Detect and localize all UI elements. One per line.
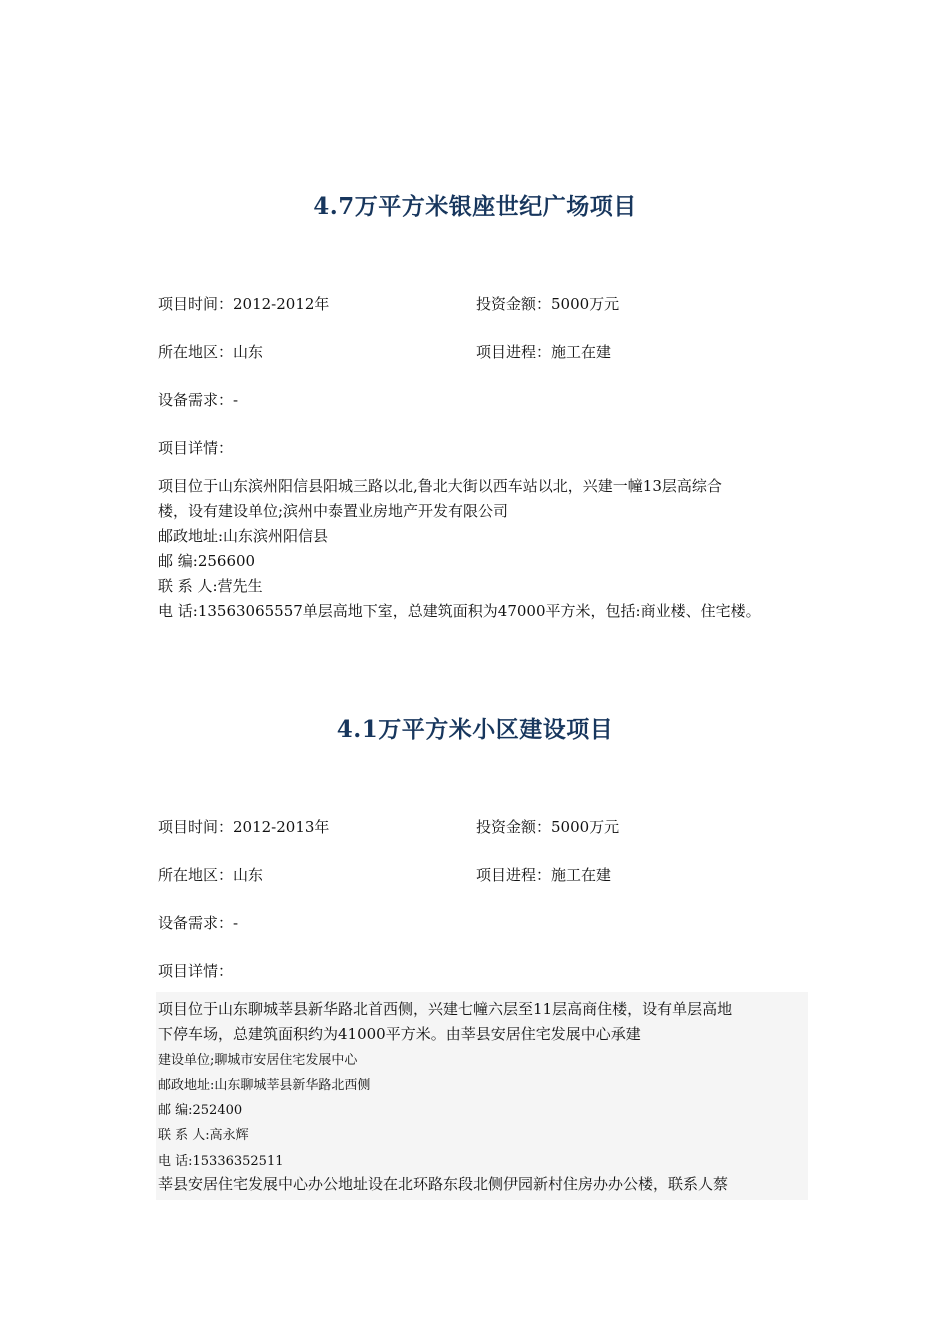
project2-investment: 投资金额：5000万元 bbox=[476, 818, 620, 836]
project2-progress: 项目进程：施工在建 bbox=[476, 866, 612, 884]
project2-details-line1: 项目位于山东聊城莘县新华路北首西侧，兴建七幢六层至11层高商住楼，设有单层高地 bbox=[158, 1000, 733, 1018]
project1-title: 4.7万平方米银座世纪广场项目 bbox=[313, 193, 637, 220]
project2-title: 4.1万平方米小区建设项目 bbox=[336, 716, 614, 743]
details-line: 楼，设有建设单位;滨州中泰置业房地产开发有限公司 bbox=[158, 502, 509, 520]
project2-builder: 建设单位;聊城市安居住宅发展中心 bbox=[158, 1053, 358, 1068]
details-line: 邮 编:256600 bbox=[158, 552, 256, 570]
details-line: 项目位于山东滨州阳信县阳城三路以北,鲁北大街以西车站以北，兴建一幢13层高综合 bbox=[158, 477, 722, 495]
project2-phone: 电 话:15336352511 bbox=[158, 1154, 284, 1169]
project2-details-line2: 下停车场，总建筑面积约为41000平方米。由莘县安居住宅发展中心承建 bbox=[158, 1025, 641, 1043]
project2-postcode: 邮 编:252400 bbox=[158, 1103, 243, 1118]
project2-office: 莘县安居住宅发展中心办公地址设在北环路东段北侧伊园新村住房办办公楼，联系人蔡 bbox=[158, 1175, 729, 1193]
project2-time: 项目时间：2012-2013年 bbox=[158, 818, 330, 836]
details-line: 联 系 人:营先生 bbox=[158, 577, 263, 595]
project2-details-label: 项目详情： bbox=[158, 962, 234, 980]
project1-progress: 项目进程：施工在建 bbox=[476, 343, 612, 361]
project2-equipment: 设备需求：- bbox=[158, 914, 239, 932]
project1-details bbox=[158, 474, 808, 624]
project2-address: 邮政地址:山东聊城莘县新华路北西侧 bbox=[158, 1078, 371, 1093]
project1-equipment: 设备需求：- bbox=[158, 391, 239, 409]
details-line: 电 话:13563065557单层高地下室，总建筑面积为47000平方米，包括:商业楼、住宅楼。 bbox=[158, 602, 761, 620]
project1-investment: 投资金额：5000万元 bbox=[476, 295, 620, 313]
project2-region: 所在地区：山东 bbox=[158, 866, 264, 884]
details-line: 邮政地址:山东滨州阳信县 bbox=[158, 527, 329, 545]
project1-region: 所在地区：山东 bbox=[158, 343, 264, 361]
project1-time: 项目时间：2012-2012年 bbox=[158, 295, 330, 313]
project1-details-label: 项目详情： bbox=[158, 439, 234, 457]
project2-contact: 联 系 人:高永辉 bbox=[158, 1128, 249, 1143]
